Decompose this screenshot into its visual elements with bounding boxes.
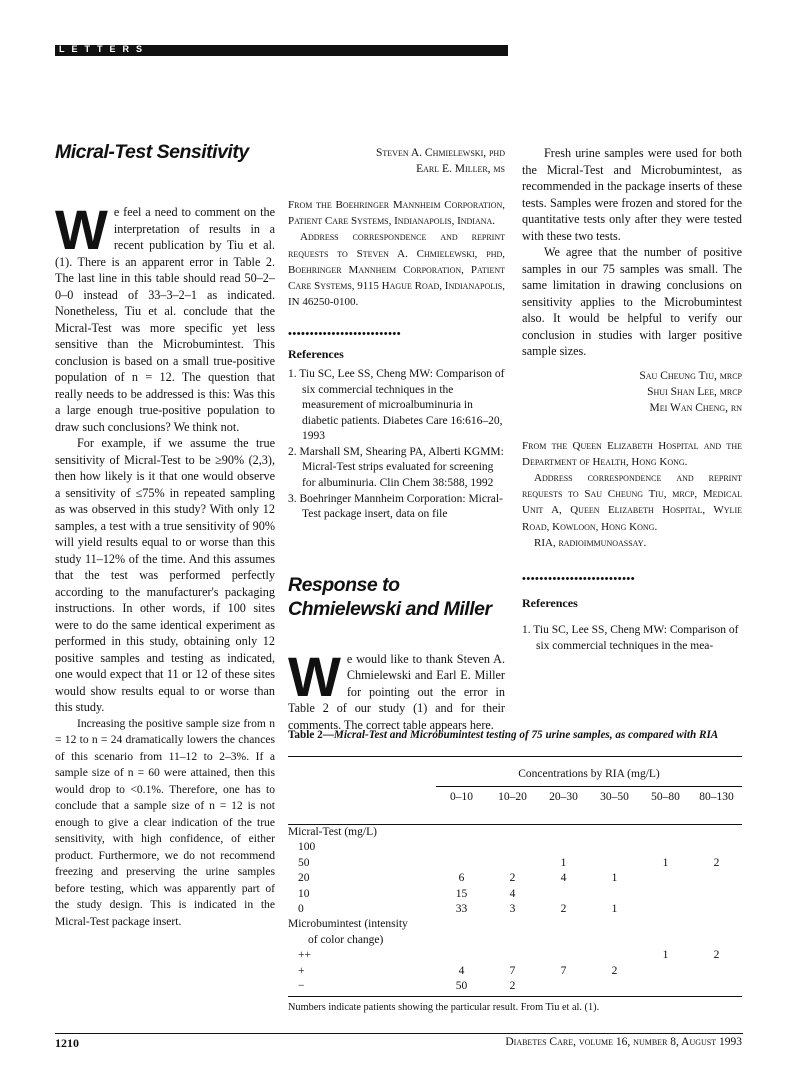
letter1-affiliation-block [288,197,505,310]
table-cell [691,824,742,840]
table-cell [640,964,691,979]
table-cell: 1 [611,902,618,915]
table-cell [589,979,640,994]
table-cell [640,887,691,902]
table-cell [640,824,691,840]
letter1-reference-2: 2. Marshall SM, Shearing PA, Alberti KGMM: Micral-Test strips evaluated for screening for albuminuria. Clin Chem 38:588, 1992 [288,445,504,490]
letter1-author-1: Steven A. Chmielewski, phd [376,147,505,159]
letter1-reference-1: 1. Tiu SC, Lee SS, Cheng MW: Comparison of six commercial techniques in the measurement of microalbuminuria in diabetic patients. Diabetes Care 16:616–20, 1993 [288,367,505,443]
letter2-paragraph-2: Fresh urine samples were used for both the Micral-Test and Microbumintest, as recommended in the package inserts of these tests. Samples were frozen and stored for the quantitative tests only after they were tested with these two tests. [522,146,742,243]
table-cell [436,824,487,840]
table-cell [487,948,538,963]
table-row-label: ++ [298,949,311,962]
letter1-column [55,140,275,930]
table-row [288,902,742,917]
table-row [288,917,742,932]
letter1-title: Micral-Test Sensitivity [55,141,249,163]
table-cell [538,824,589,840]
table-cell [487,917,538,932]
letter2-correspondence: Address correspondence and reprint requests to Sau Cheung Tiu, mrcp, Medical Unit A, Queen Elizabeth Hospital, Wylie Road, Kowloon, Hong Kong. [522,471,742,533]
table-col-header: 50–80 [651,791,680,804]
table-2 [288,728,742,1015]
table-cell [691,840,742,855]
table-cell [538,979,589,994]
letter1-paragraph-1-text: e feel a need to comment on the interpretation of results in a recent publication by Tiu et al. (1). There is an apparent error in Table 2. The last line in this table should read 50–2–0–0 instead of 33–3–2–1 as indicated. Nonetheless, Tiu et al. conclude that the Micral-Test was more specific yet less sensitive than the Microbumintest. This conclusion is based on a small true-positive population of n = 12. The question that really needs to be addressed is this: Was this a large enough true-positive population to draw such conclusions? We think not. [55,205,275,434]
table-cell [538,887,589,902]
table-cell: 7 [560,964,567,977]
table-cell [487,824,538,840]
table-header-rule [288,809,742,824]
table-cell [691,979,742,994]
table-cell: 4 [458,964,465,977]
table-cell: 33 [455,902,468,915]
letter2-author-1: Sau Cheung Tiu, mrcp [639,369,742,382]
table-cell: 2 [611,964,618,977]
letter2-paragraph-1-text: e would like to thank Steven A. Chmielewski and Earl E. Miller for pointing out the error in Table 2 of our study (1) and for their comments. The correct table appears here. [288,651,505,732]
letter2-affiliation-block [522,438,742,551]
letter2-abbreviation: RIA, radioimmunoassay. [534,536,647,549]
table-cell [589,856,640,871]
table-body [288,787,742,994]
table-caption-label: Table 2— [288,729,334,741]
table-cell [640,979,691,994]
table-bottom-rule [288,996,742,997]
table-cell [487,933,538,948]
page-number: 1210 [55,1036,79,1050]
table-cell [538,917,589,932]
table-cell [589,824,640,840]
table-cell: 1 [560,856,567,869]
table-cell [589,887,640,902]
letter2-title-line-2: Chmielewski and Miller [288,597,492,620]
letter1-paragraph-3: Increasing the positive sample size from n = 12 to n = 24 dramatically lowers the chances of this scenario from 11–12 to 2–3%. If a sample size of n = 60 were attained, then this would drop to <0.1%. Therefore, one has to conclude that a sample size of n = 12 is not enough to give a clear indication of the true sensitivity, with high confidence, of either product. Furthermore, we do not recommend freezing and preserving the urine samples before testing, which was apparently part of the study design. This is indicated in the Micral-Test package insert. [55,716,275,928]
table-group-header: Concentrations by RIA (mg/L) [518,768,660,780]
table-cell [436,856,487,871]
letter2-title-line-1: Response to [288,573,400,596]
table-cell: 1 [662,949,669,962]
table-cell: 2 [560,902,567,915]
table-row-label: 0 [298,902,304,915]
letter1-authors [288,145,505,177]
table-cell [691,887,742,902]
table-cell [436,948,487,963]
letter2-reference-1: 1. Tiu SC, Lee SS, Cheng MW: Comparison of six commercial techniques in the mea- [522,624,739,653]
table-cell: 2 [509,979,516,992]
table-cell [691,902,742,917]
letter2-paragraph-1 [288,644,505,734]
table-header-row [288,787,742,809]
table-cell [640,902,691,917]
letter2-references-title: References [522,595,578,610]
table-cell: 2 [713,949,720,962]
table-footnote: Numbers indicate patients showing the particular result. From Tiu et al. (1). [288,1002,600,1014]
letter1-dropcap: W [55,198,108,261]
table-cell [487,856,538,871]
right-column [522,145,742,655]
letter2-affiliation: From the Queen Elizabeth Hospital and the Department of Health, Hong Kong. [522,439,742,468]
table-cell [487,840,538,855]
letter2-author-3: Mei Wan Cheng, rn [649,401,742,414]
table-row-label: + [298,964,305,977]
table-col-header: 10–20 [498,791,527,804]
letter1-references [288,367,505,523]
table-cell: 1 [611,872,618,885]
table-row [288,840,742,855]
footer-rule [55,1033,743,1034]
table-col-header: 30–50 [600,791,629,804]
table-cell: 7 [509,964,516,977]
letter1-paragraph-1 [55,198,275,435]
table-cell [538,933,589,948]
table-caption [288,728,742,742]
table-col-header: 0–10 [450,791,473,804]
table-row-label: 10 [298,887,310,900]
table-cell: 6 [458,872,465,885]
table-cell [691,964,742,979]
table-row-label: Micral-Test (mg/L) [288,825,377,838]
letter2-dropcap: W [288,644,341,708]
table-row [288,979,742,994]
table-cell: 4 [560,872,567,885]
letter2-author-2: Shui Shan Lee, mrcp [647,385,742,398]
table-row [288,948,742,963]
section-header-bar [55,45,508,56]
letter1-reference-3: 3. Boehringer Mannheim Corporation: Micral-Test package insert, data on file [288,492,503,521]
table-row [288,856,742,871]
table-row [288,964,742,979]
table-cell: 15 [455,887,468,900]
table-row [288,824,742,840]
table-top-rule [288,756,742,757]
table-row-label: 20 [298,872,310,885]
table-cell [538,948,589,963]
middle-column [288,145,505,733]
table-cell: 1 [662,856,669,869]
table-cell [691,871,742,886]
table-cell: 2 [509,872,516,885]
table-cell [640,933,691,948]
table-cell [640,917,691,932]
table-row-label: 50 [298,856,310,869]
table-row [288,933,742,948]
letter1-references-title: References [288,347,344,362]
table-cell: 2 [713,856,720,869]
table-cell: 3 [509,902,516,915]
table-row [288,871,742,886]
table-cell: 4 [509,887,516,900]
table-cell [691,917,742,932]
letter1-paragraph-2: For example, if we assume the true sensitivity of Micral-Test to be ≥90% (2,3), then how likely is it that one would observe a sensitivity of ≤75% in repeated sampling as was observed in this study? With only 12 samples, a test with a true sensitivity of 90% will yield results equal to or worse than this study 11–12% of the time. And this assumes that the test was performed perfectly according to the manufacturer's packaging instructions. In other words, if 100 sites were to do the same identical experiment as performed in this study, obtaining only 12 positive samples and testing as indicated, one would expect that 11 or 12 of these sites would show results equal to or worse than this study. [55,436,275,714]
journal-citation: Diabetes Care, volume 16, number 8, August 1993 [505,1036,742,1048]
table-cell [691,933,742,948]
table-cell [436,917,487,932]
table-cell [640,840,691,855]
table-cell [640,871,691,886]
table-cell [589,933,640,948]
letter2-title [288,573,505,621]
letter1-affiliation: From the Boehringer Mannheim Corporation, Patient Care Systems, Indianapolis, Indiana. [288,199,505,228]
table-row [288,887,742,902]
table-caption-text: Micral-Test and Microbumintest testing of 75 urine samples, as compared with RIA [333,729,719,741]
table-col-header: 80–130 [699,791,734,804]
table-cell [436,840,487,855]
table-cell [589,948,640,963]
letter1-correspondence: Address correspondence and reprint requests to Steven A. Chmielewski, phd, Boehringer Mannheim Corporation, Patient Care Systems, 9115 Hague Road, Indianapolis, IN 46250-0100. [288,231,505,309]
table-cell [538,840,589,855]
table-row-label: − [298,979,305,992]
letter1-author-2: Earl E. Miller, ms [416,163,505,175]
table-cell [436,933,487,948]
letter2-paragraph-3: We agree that the number of positive samples in our 75 samples was small. The same limitation in drawing conclusions on sensitivity applies to the Microbumintest also. It would be helpful to verify our conclusion in studies with larger positive sample sizes. [522,245,742,358]
letter2-references [522,623,742,654]
table-row-label: 100 [298,841,316,854]
table-row-label: of color change) [308,933,384,946]
table-cell [589,917,640,932]
table-cell: 50 [455,979,468,992]
letter1-divider-dots: •••••••••••••••••••••••••• [288,328,402,341]
table-row-label: Microbumintest (intensity [288,918,408,931]
letter2-divider-dots: •••••••••••••••••••••••••• [522,572,636,585]
table-col-header: 20–30 [549,791,578,804]
section-header-label: LETTERS [59,44,150,54]
table-header-blank [288,787,436,809]
letter2-authors [522,368,742,416]
table-cell [589,840,640,855]
